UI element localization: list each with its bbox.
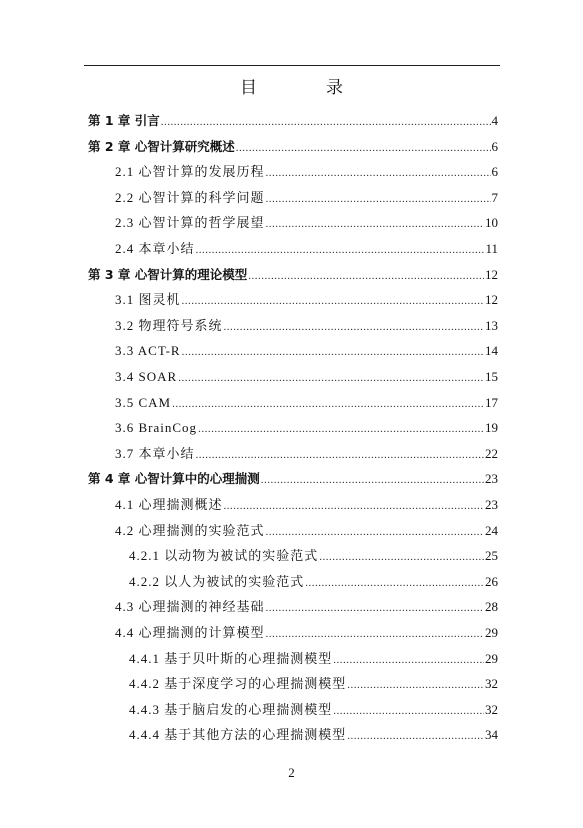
toc-leader-dots (266, 598, 484, 618)
toc-leader-dots (333, 650, 484, 670)
toc-entry-page: 32 (485, 676, 498, 692)
toc-entry[interactable] (115, 495, 498, 515)
toc-entry-label: 3.6 BrainCog (115, 420, 198, 436)
toc-entry-page: 22 (485, 445, 498, 461)
toc-leader-dots (236, 138, 491, 158)
toc-entry-page: 12 (485, 292, 498, 308)
toc-leader-dots (305, 573, 484, 593)
toc-entry-label: 第 2 章 心智计算研究概述 (88, 138, 235, 154)
toc-entry-page: 6 (491, 138, 498, 154)
toc-entry-label: 2.4 本章小结 (115, 241, 195, 256)
toc-entry-label: 4.4.2 基于深度学习的心理揣测模型 (129, 676, 347, 692)
toc-entry-label: 4.2.2 以人为被试的实验范式 (129, 573, 305, 589)
toc-leader-dots (224, 496, 484, 516)
toc-entry-label: 3.1 图灵机 (115, 292, 181, 308)
toc-entry[interactable] (88, 469, 498, 489)
toc-leader-dots (261, 470, 484, 490)
toc-leader-dots (248, 266, 484, 286)
toc-entry[interactable] (115, 597, 498, 617)
toc-leader-dots (196, 240, 485, 260)
toc-entry-page: 6 (491, 164, 498, 180)
toc-entry-page: 7 (491, 189, 498, 205)
toc-leader-dots (319, 547, 484, 567)
toc-leader-dots (224, 317, 484, 337)
toc-entry-page: 4 (491, 113, 498, 128)
toc-leader-dots (266, 624, 484, 644)
toc-entry[interactable] (115, 521, 498, 541)
toc-entry[interactable] (115, 188, 498, 208)
page-number: 2 (288, 765, 295, 780)
toc-entry[interactable] (115, 239, 498, 259)
toc-leader-dots (172, 394, 484, 414)
toc-entry-label: 4.3 心理揣测的神经基础 (115, 599, 265, 615)
toc-entry-page: 23 (485, 497, 498, 512)
toc-leader-dots (182, 342, 484, 362)
toc-entry-page: 11 (485, 241, 498, 256)
toc-entry-label: 3.3 ACT-R (115, 343, 181, 359)
toc-entry[interactable] (129, 572, 498, 592)
toc-entry[interactable] (115, 316, 498, 336)
toc-entry-label: 3.4 SOAR (115, 369, 178, 384)
toc-entry-page: 34 (485, 727, 498, 743)
toc-entry[interactable] (88, 265, 498, 285)
toc-leader-dots (182, 291, 484, 311)
toc-leader-dots (347, 726, 484, 746)
toc-entry-page: 29 (485, 625, 498, 640)
toc-entry-page: 24 (485, 522, 498, 538)
toc-entry[interactable] (115, 393, 498, 413)
toc-leader-dots (196, 445, 484, 465)
toc-leader-dots (266, 163, 491, 183)
toc-entry-label: 2.2 心智计算的科学问题 (115, 189, 265, 205)
toc-entry-label: 3.7 本章小结 (115, 445, 195, 461)
toc-entry[interactable] (129, 649, 498, 669)
toc-entry-page: 29 (485, 650, 498, 666)
toc-entry[interactable] (129, 546, 498, 566)
toc-entry-page: 12 (485, 266, 498, 282)
toc-entry[interactable] (115, 367, 498, 387)
toc-entry-label: 4.4 心理揣测的计算模型 (115, 625, 265, 640)
toc-entry-label: 2.3 心智计算的哲学展望 (115, 215, 265, 231)
toc-entry-label: 第 1 章 引言 (88, 113, 160, 128)
toc-entry-label: 4.2 心理揣测的实验范式 (115, 522, 265, 538)
toc-entry-page: 15 (485, 369, 498, 384)
toc-entry-label: 4.4.3 基于脑启发的心理揣测模型 (129, 701, 333, 717)
toc-entry[interactable] (88, 111, 498, 131)
toc-entry-page: 26 (485, 573, 498, 589)
toc-entry[interactable] (115, 213, 498, 233)
toc-entry[interactable] (129, 725, 498, 745)
toc-entry-page: 13 (485, 317, 498, 333)
toc-entry-page: 23 (485, 471, 498, 487)
toc-entry-page: 14 (485, 343, 498, 359)
header-rule (84, 65, 500, 66)
toc-entry-page: 19 (485, 420, 498, 436)
toc-leader-dots (178, 368, 484, 388)
toc-title: 目 录 (240, 78, 369, 98)
toc-entry[interactable] (129, 674, 498, 694)
toc-entry-label: 第 3 章 心智计算的理论模型 (88, 266, 248, 282)
toc-leader-dots (333, 701, 484, 721)
toc-entry-page: 25 (485, 548, 498, 564)
toc-entry-page: 10 (485, 215, 498, 231)
toc-entry[interactable] (115, 162, 498, 182)
toc-entry-page: 17 (485, 394, 498, 410)
toc-entry-page: 28 (485, 599, 498, 615)
toc-entry[interactable] (115, 444, 498, 464)
toc-entry[interactable] (115, 341, 498, 361)
toc-leader-dots (198, 419, 484, 439)
toc-entry[interactable] (129, 700, 498, 720)
toc-entry[interactable] (115, 290, 498, 310)
toc-entry-label: 第 4 章 心智计算中的心理揣测 (88, 471, 260, 487)
toc-entry[interactable] (115, 623, 498, 643)
toc-entry-label: 4.2.1 以动物为被试的实验范式 (129, 548, 319, 564)
toc-leader-dots (266, 522, 484, 542)
toc-entry-label: 4.1 心理揣测概述 (115, 497, 223, 512)
toc-entry-label: 4.4.1 基于贝叶斯的心理揣测模型 (129, 650, 333, 666)
toc-entry-label: 4.4.4 基于其他方法的心理揣测模型 (129, 727, 347, 743)
toc-entry[interactable] (115, 418, 498, 438)
toc-entry-label: 2.1 心智计算的发展历程 (115, 164, 265, 180)
toc-entry-page: 32 (485, 701, 498, 717)
toc-entry[interactable] (88, 137, 498, 157)
toc-entry-label: 3.5 CAM (115, 394, 172, 410)
toc-leader-dots (161, 112, 491, 132)
toc-leader-dots (266, 214, 484, 234)
toc-leader-dots (266, 189, 491, 209)
toc-leader-dots (347, 675, 484, 695)
toc-entry-label: 3.2 物理符号系统 (115, 317, 223, 333)
